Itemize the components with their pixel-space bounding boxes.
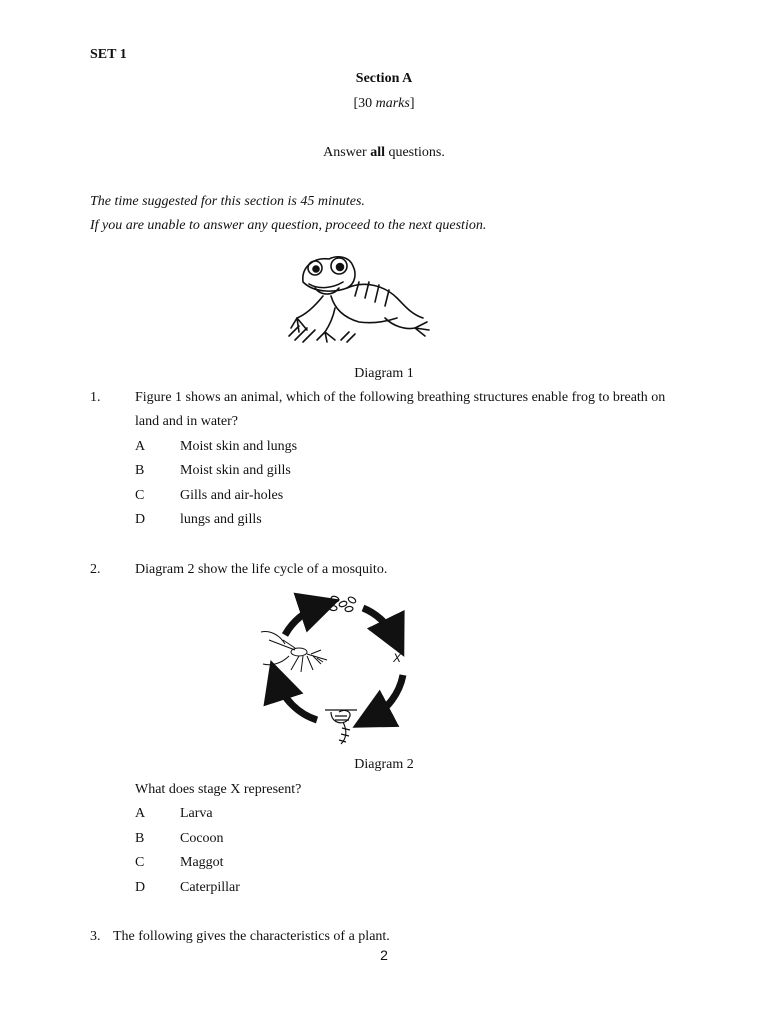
q1-option-text: lungs and gills	[180, 512, 262, 527]
section-title: Section A	[355, 71, 413, 86]
question-1-text-line1: Figure 1 shows an animal, which of the following breathing structures enable frog to breath on	[135, 390, 666, 405]
q2-option-letter: D	[135, 880, 146, 895]
stage-x-label: X	[393, 651, 402, 665]
question-2-number: 2.	[90, 562, 101, 577]
set-label: SET 1	[90, 47, 127, 62]
q2-option-letter: A	[135, 806, 146, 821]
diagram-1-caption: Diagram 1	[354, 366, 414, 381]
q1-option-letter: D	[135, 512, 146, 527]
question-2-prompt: What does stage X represent?	[135, 782, 302, 797]
page-number: 2	[380, 947, 388, 963]
frog-illustration	[285, 252, 435, 344]
q1-option-text: Moist skin and gills	[180, 463, 291, 478]
q1-option-letter: C	[135, 488, 145, 503]
time-note: The time suggested for this section is 45 minutes.	[90, 194, 365, 209]
q1-option-text: Gills and air-holes	[180, 488, 284, 503]
question-1-text-line2: land and in water?	[135, 414, 239, 429]
question-1-number: 1.	[90, 390, 101, 405]
marks-open: [30	[353, 96, 376, 111]
q2-option-letter: B	[135, 831, 145, 846]
answer-pre: Answer	[323, 145, 371, 160]
answer-instruction	[0, 144, 768, 162]
marks-word: marks	[375, 96, 410, 111]
question-2-text: Diagram 2 show the life cycle of a mosquito.	[135, 562, 388, 577]
marks-close: ]	[409, 96, 415, 111]
question-3-text: The following gives the characteristics of a plant.	[113, 929, 390, 944]
q2-option-text: Maggot	[180, 855, 224, 870]
q1-option-text: Moist skin and lungs	[180, 439, 298, 454]
diagram-2-caption: Diagram 2	[354, 757, 414, 772]
q1-option-letter: A	[135, 439, 146, 454]
proceed-note: If you are unable to answer any question, proceed to the next question.	[90, 218, 487, 233]
question-3-number: 3.	[90, 929, 101, 944]
marks-note	[0, 95, 768, 113]
answer-post: questions.	[384, 145, 445, 160]
mosquito-life-cycle-diagram	[255, 590, 425, 750]
q2-option-letter: C	[135, 855, 145, 870]
q1-option-letter: B	[135, 463, 145, 478]
answer-all: all	[370, 145, 385, 160]
q2-option-text: Larva	[180, 806, 213, 821]
q2-option-text: Cocoon	[180, 831, 224, 846]
q2-option-text: Caterpillar	[180, 880, 240, 895]
